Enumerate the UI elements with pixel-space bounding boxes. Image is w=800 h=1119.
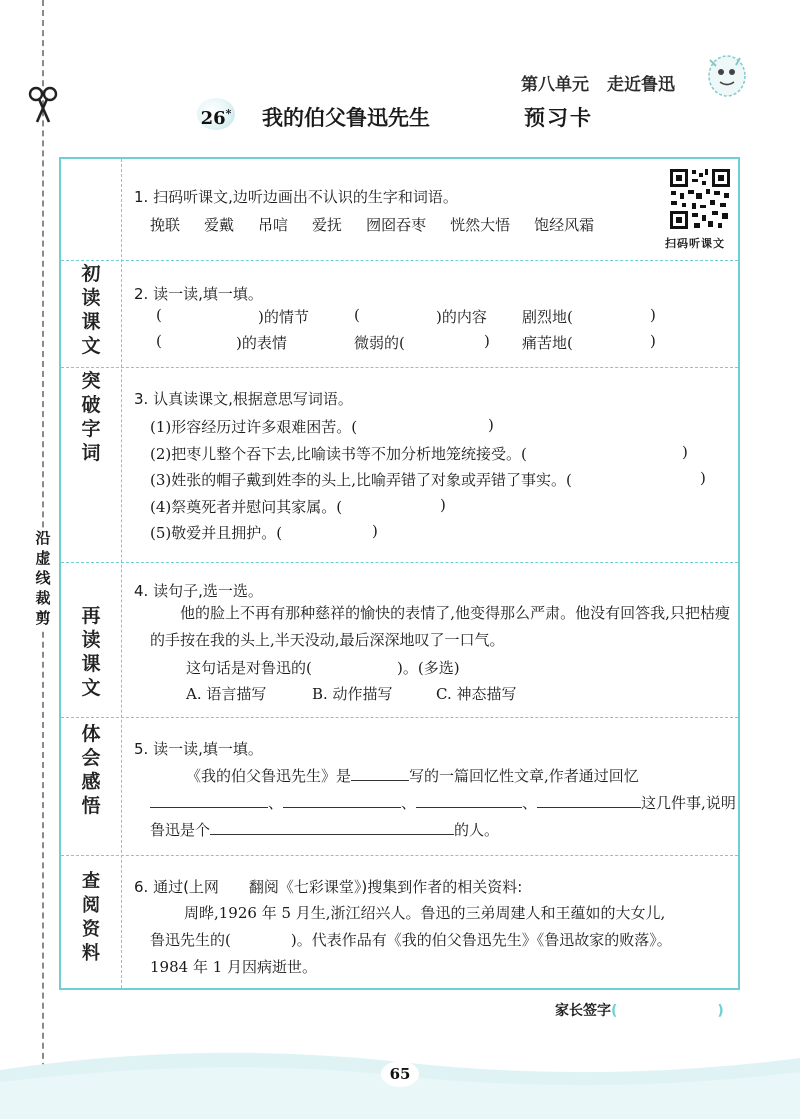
q3-item-1[interactable]: (1)形容经历过许多艰难困苦。(	[150, 418, 358, 436]
q2-blank-1-open: (	[156, 306, 162, 324]
label-feel: 体会感悟	[81, 723, 101, 817]
parent-signature-label: 家长签字	[555, 1003, 611, 1019]
signature-paren-open: (	[611, 1003, 618, 1019]
q6-paragraph-line-2	[150, 929, 672, 950]
label-column-divider	[121, 159, 122, 988]
q3-item-3[interactable]: (3)姓张的帽子戴到姓李的头上,比喻弄错了对象或弄错了事实。(	[150, 471, 572, 489]
q4-passage-text: 他的脸上不再有那种慈祥的愉快的表情了,他变得那么严肃。他没有回答我,只把枯瘦的手按在我的头上,半天没动,最后深深地叹了一口气。	[150, 604, 730, 649]
q5-separator: 、	[401, 794, 417, 812]
q1-word: 饱经风霜	[534, 216, 595, 234]
q3-item-2-close: )	[682, 443, 688, 461]
q5-line-1-end: 写的一篇回忆性文章,作者通过回忆	[409, 767, 639, 785]
q3-item-1-close: )	[488, 416, 494, 434]
q2-blank-4-open: (	[156, 332, 162, 350]
q4-option-b[interactable]: B. 动作描写	[312, 685, 393, 703]
q2-blank-5-text[interactable]: 微弱的(	[354, 334, 405, 352]
q3-item-4-close: )	[440, 496, 446, 514]
q6-blank-prefix[interactable]: 鲁迅先生的(	[150, 931, 231, 949]
q1-word: 恍然大悟	[450, 216, 511, 234]
label-reread: 再读课文	[81, 605, 101, 699]
lesson-star: *	[225, 107, 232, 120]
q4-question-a[interactable]: 这句话是对鲁迅的(	[186, 659, 312, 677]
row-divider	[61, 260, 738, 261]
q1-word-list	[150, 214, 618, 235]
q1-word: 挽联	[150, 216, 181, 234]
unit-number: 第八单元	[521, 75, 589, 95]
q3-item-2[interactable]: (2)把枣儿整个吞下去,比喻读书等不加分析地笼统接受。(	[150, 445, 527, 463]
q4-question-b: )。(多选)	[397, 659, 460, 677]
question-1: 1. 扫码听课文,边听边画出不认识的生字和词语。	[134, 188, 458, 206]
lesson-number: 26	[200, 108, 226, 129]
q5-blank-event-2[interactable]	[283, 792, 401, 808]
qr-code-icon[interactable]	[668, 167, 732, 231]
q3-item-5[interactable]: (5)敬爱并且拥护。(	[150, 524, 283, 542]
lesson-number-badge	[197, 98, 235, 130]
q5-blank-author[interactable]	[351, 765, 409, 781]
section-label-words	[61, 369, 121, 465]
q1-word: 爱抚	[312, 216, 343, 234]
card-label: 预习卡	[524, 106, 593, 130]
q6-blank-suffix: )。代表作品有《我的伯父鲁迅先生》《鲁迅故家的败落》。	[290, 931, 672, 949]
q5-line-1	[186, 765, 639, 786]
q3-item-5-close: )	[372, 522, 378, 540]
mascot-icon	[700, 48, 750, 100]
q5-blank-event-1[interactable]	[150, 792, 268, 808]
signature-paren-close: )	[717, 1003, 724, 1019]
question-4: 4. 读句子,选一选。	[134, 582, 263, 600]
section-divider	[61, 855, 738, 856]
section-label-lookup	[61, 870, 121, 966]
q4-passage	[150, 600, 730, 654]
q5-line-3-end: 的人。	[454, 821, 500, 839]
q5-line-1-start: 《我的伯父鲁迅先生》是	[186, 767, 352, 785]
q3-item-4[interactable]: (4)祭奠死者并慰问其家属。(	[150, 498, 343, 516]
q1-word: 吊唁	[258, 216, 289, 234]
q2-blank-3-close: )	[650, 306, 656, 324]
section-label-feel	[61, 722, 121, 818]
q2-blank-4-text[interactable]: )的表情	[236, 334, 287, 352]
q5-blank-event-4[interactable]	[537, 792, 641, 808]
q4-option-c[interactable]: C. 神态描写	[436, 685, 517, 703]
q5-line-2-end: 这几件事,说明	[641, 794, 736, 812]
section-label-reread	[61, 604, 121, 700]
scissors-icon	[27, 86, 59, 124]
q5-line-2	[150, 792, 736, 813]
q5-line-3-start: 鲁迅是个	[150, 821, 211, 839]
q6-paragraph-line-3: 1984 年 1 月因病逝世。	[150, 958, 318, 976]
page-number: 65	[381, 1061, 419, 1087]
question-3: 3. 认真读课文,根据意思写词语。	[134, 390, 353, 408]
q2-blank-5-close: )	[484, 332, 490, 350]
q2-blank-6-close: )	[650, 332, 656, 350]
section-label-first-read	[61, 262, 121, 358]
qr-caption: 扫码听课文	[665, 237, 725, 250]
q6-paragraph-line-1: 周晔,1926 年 5 月生,浙江绍兴人。鲁迅的三弟周建人和王蕴如的大女儿,	[184, 904, 666, 922]
row-divider	[61, 717, 738, 718]
q5-blank-event-3[interactable]	[416, 792, 522, 808]
question-6: 6. 通过(上网 翻阅《七彩课堂》)搜集到作者的相关资料:	[134, 878, 523, 896]
worksheet-frame	[59, 157, 740, 990]
unit-title: 走近鲁迅	[607, 75, 675, 95]
label-first-read: 初读课文	[81, 263, 101, 357]
q5-blank-character[interactable]	[210, 819, 454, 835]
q2-blank-6-text[interactable]: 痛苦地(	[522, 334, 573, 352]
q1-word: 爱戴	[204, 216, 235, 234]
question-2: 2. 读一读,填一填。	[134, 285, 263, 303]
lesson-title: 我的伯父鲁迅先生	[262, 106, 430, 130]
cut-instruction: 沿虚线裁剪	[35, 529, 51, 627]
parent-signature	[555, 1000, 724, 1020]
label-break-words: 突破字词	[81, 370, 101, 464]
q5-separator: 、	[268, 794, 284, 812]
question-5: 5. 读一读,填一填。	[134, 740, 263, 758]
q2-blank-1-text[interactable]: )的情节	[258, 308, 309, 326]
section-divider	[61, 562, 738, 563]
label-lookup: 查阅资料	[82, 871, 100, 964]
q3-item-3-close: )	[700, 469, 706, 487]
q4-option-a[interactable]: A. 语言描写	[186, 685, 267, 703]
q5-line-3	[150, 819, 499, 840]
unit-heading	[521, 70, 693, 95]
row-divider	[61, 367, 738, 368]
q1-word: 囫囵吞枣	[366, 216, 427, 234]
q2-blank-2-open: (	[354, 306, 360, 324]
q2-blank-3-text[interactable]: 剧烈地(	[522, 308, 573, 326]
q2-blank-2-text[interactable]: )的内容	[436, 308, 487, 326]
q5-separator: 、	[522, 794, 538, 812]
